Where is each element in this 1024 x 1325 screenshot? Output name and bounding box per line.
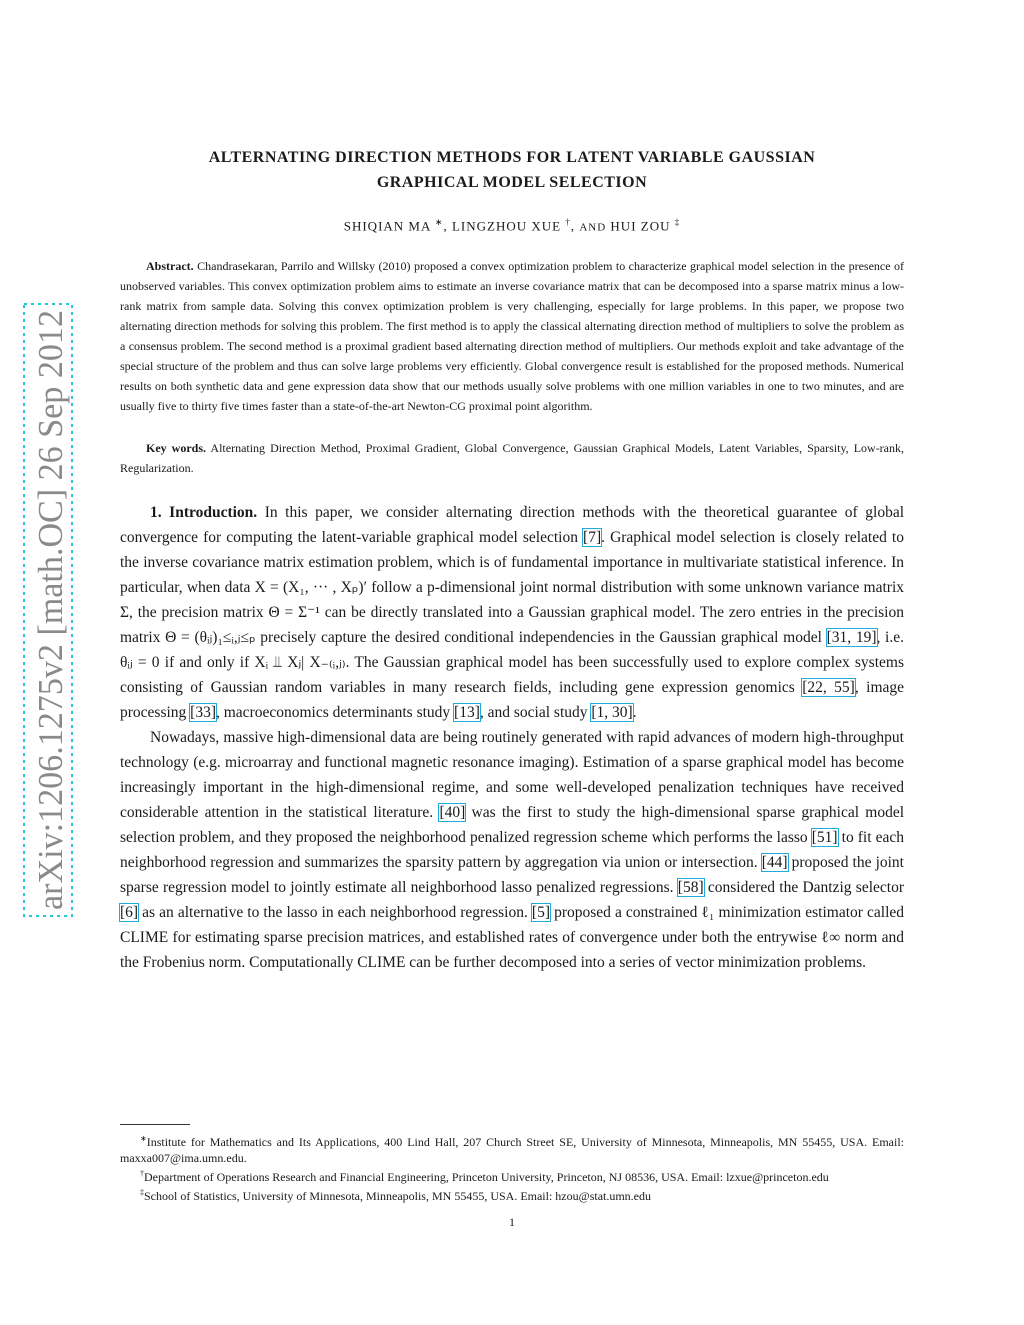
- intro-p2-text-6: as an alternative to the lasso in each neighborhood regression.: [138, 904, 532, 922]
- author-and: AND: [579, 221, 607, 234]
- citation-link[interactable]: [6]: [120, 904, 139, 922]
- intro-p2-text-1: Nowadays, massive high-dimensional data are being routinely generated with rapid advances of modern high-throughput technology (e.g. microarray and functional magnetic resonance imaging). Estimation of a sparse graphical model has become increasingly important in the high-dimensional regime, and some well-developed penalization techniques have received considerable attention in the statistical literature.: [120, 729, 904, 822]
- intro-paragraph-1: [120, 500, 904, 725]
- author-2-mark[interactable]: †: [565, 217, 571, 227]
- keywords-label: Key words.: [146, 441, 207, 456]
- citation-link[interactable]: [5]: [531, 904, 550, 922]
- intro-p1-text-6: , and social study: [479, 704, 592, 722]
- citation-link[interactable]: [58]: [677, 879, 704, 897]
- title-line-1: ALTERNATING DIRECTION METHODS FOR LATENT VARIABLE GAUSSIAN: [208, 149, 816, 166]
- abstract-label: Abstract.: [146, 259, 194, 274]
- footnote-3: [120, 1185, 904, 1204]
- intro-p1-text-4: , image processing: [120, 679, 905, 722]
- citation-link[interactable]: [44]: [761, 854, 788, 872]
- footnotes: [120, 1124, 904, 1204]
- author-1-mark[interactable]: ∗: [434, 217, 444, 227]
- paper-title: [120, 145, 904, 195]
- section-heading: 1. Introduction.: [150, 504, 258, 522]
- footnote-2-text: Department of Operations Research and Financial Engineering, Princeton University, Princeton, NJ 08536, USA. Email: lzxue@princeton.edu: [144, 1170, 829, 1184]
- intro-p1-text-1: In this paper, we consider alternating direction methods with the theoretical guarantee of global convergence for computing the latent-variable graphical model selection: [120, 504, 905, 547]
- intro-p2-text-7: proposed a constrained ℓ₁ minimization estimator called CLIME for estimating sparse precision matrices, and established rates of convergence under both the entrywise ℓ∞ norm and the Frobenius norm. Computationally CLIME can be further decomposed into a series of vector minimization problems.: [120, 904, 905, 972]
- abstract-text: Chandrasekaran, Parrilo and Willsky (2010) proposed a convex optimization problem to characterize graphical model selection in the presence of unobserved variables. This convex optimization problem aims to estimate an inverse covariance matrix that can be decomposed into a sparse matrix minus a low-rank matrix from sample data. Solving this convex optimization problem is very challenging, especially for large problems. In this paper, we propose two alternating direction methods for solving this problem. The first method is to apply the classical alternating direction method of multipliers to solve the problem as a consensus problem. The second method is a proximal gradient based alternating direction method of multipliers. Our methods exploit and take advantage of the special structure of the problem and thus can solve large problems very efficiently. Global convergence result is established for the proposed methods. Numerical results on both synthetic data and gene expression data show that our methods usually solve problems with one million variables in one to two minutes, and are usually five to thirty five times faster than a state-of-the-art Newton-CG proximal point algorithm.: [120, 259, 905, 414]
- abstract: [120, 256, 904, 416]
- footnote-2: [120, 1166, 904, 1185]
- footnote-3-text: School of Statistics, University of Minnesota, Minneapolis, MN 55455, USA. Email: hzou@stat.umn.edu: [144, 1189, 652, 1203]
- arxiv-identifier-sidebar[interactable]: [18, 300, 78, 920]
- title-line-2: GRAPHICAL MODEL SELECTION: [376, 174, 648, 191]
- citation-link[interactable]: [40]: [439, 804, 466, 822]
- intro-p2-text-3: to fit each neighborhood regression and summarizes the sparsity pattern by aggregation via union or intersection.: [120, 829, 904, 872]
- intro-p1-text-2: . Graphical model selection is closely related to the inverse covariance matrix estimation problem, which is of fundamental importance in multivariate statistical inference. In particular, when data X = (X₁, ··· , Xₚ)′ follow a p-dimensional joint normal distribution with some unknown variance matrix Σ, the precision matrix Θ = Σ⁻¹ can be directly translated into a Gaussian graphical model. The zero entries in the precision matrix Θ = (θᵢⱼ)₁≤ᵢ,ⱼ≤ₚ precisely capture the desired conditional independencies in the Gaussian graphical model: [120, 529, 904, 647]
- citation-link[interactable]: [51]: [811, 829, 838, 847]
- citation-link[interactable]: [1, 30]: [591, 704, 633, 722]
- intro-p1-text-3: , i.e. θᵢⱼ = 0 if and only if Xᵢ ⫫ Xⱼ| X₋₍ᵢ,ⱼ₎. The Gaussian graphical model has been successfully used to explore complex systems consisting of Gaussian random variables in many research fields, including gene expression genomics: [120, 629, 904, 697]
- author-3: HUI ZOU: [610, 218, 671, 234]
- citation-link[interactable]: [31, 19]: [826, 629, 877, 647]
- citation-link[interactable]: [7]: [583, 529, 602, 547]
- author-list: SHIQIAN MA ∗, LINGZHOU XUE †, AND HUI ZOU ‡: [343, 217, 681, 234]
- footnote-rule: [120, 1124, 190, 1125]
- footnote-3-mark: ‡: [140, 1188, 144, 1197]
- intro-p1-text-7: .: [632, 704, 637, 722]
- footnote-1-text: Institute for Mathematics and Its Applications, 400 Lind Hall, 207 Church Street SE, University of Minnesota, Minneapolis, MN 55455, USA. Email: maxxa007@ima.umn.edu.: [120, 1135, 904, 1165]
- footnote-2-mark: †: [140, 1169, 144, 1178]
- page-number: 1: [509, 1215, 515, 1229]
- keywords-text: Alternating Direction Method, Proximal Gradient, Global Convergence, Gaussian Graphical Models, Latent Variables, Sparsity, Low-rank, Regularization.: [120, 441, 905, 476]
- author-1: SHIQIAN MA: [343, 218, 431, 234]
- intro-p2-text-4: proposed the joint sparse regression model to jointly estimate all neighborhood lasso penalized regressions.: [120, 854, 904, 897]
- citation-link[interactable]: [22, 55]: [802, 679, 855, 697]
- author-2: LINGZHOU XUE: [451, 218, 562, 234]
- intro-p1-text-5: , macroeconomics determinants study: [216, 704, 455, 722]
- footnote-1-mark: ∗: [140, 1134, 147, 1143]
- intro-p2-text-2: was the first to study the high-dimensional sparse graphical model selection problem, and they proposed the neighborhood penalized regression scheme which performs the lasso: [120, 804, 905, 847]
- section-introduction: [120, 500, 904, 975]
- intro-p2-text-5: considered the Dantzig selector: [703, 879, 904, 897]
- citation-link[interactable]: [33]: [190, 704, 216, 722]
- intro-paragraph-2: [120, 725, 904, 975]
- footnote-1: [120, 1131, 904, 1166]
- citation-link[interactable]: [13]: [454, 704, 480, 722]
- paper-page: [120, 145, 904, 975]
- author-3-mark[interactable]: ‡: [674, 217, 681, 227]
- arxiv-identifier-text: arXiv:1206.1275v2 [math.OC] 26 Sep 2012: [31, 300, 70, 910]
- keywords: [120, 438, 904, 478]
